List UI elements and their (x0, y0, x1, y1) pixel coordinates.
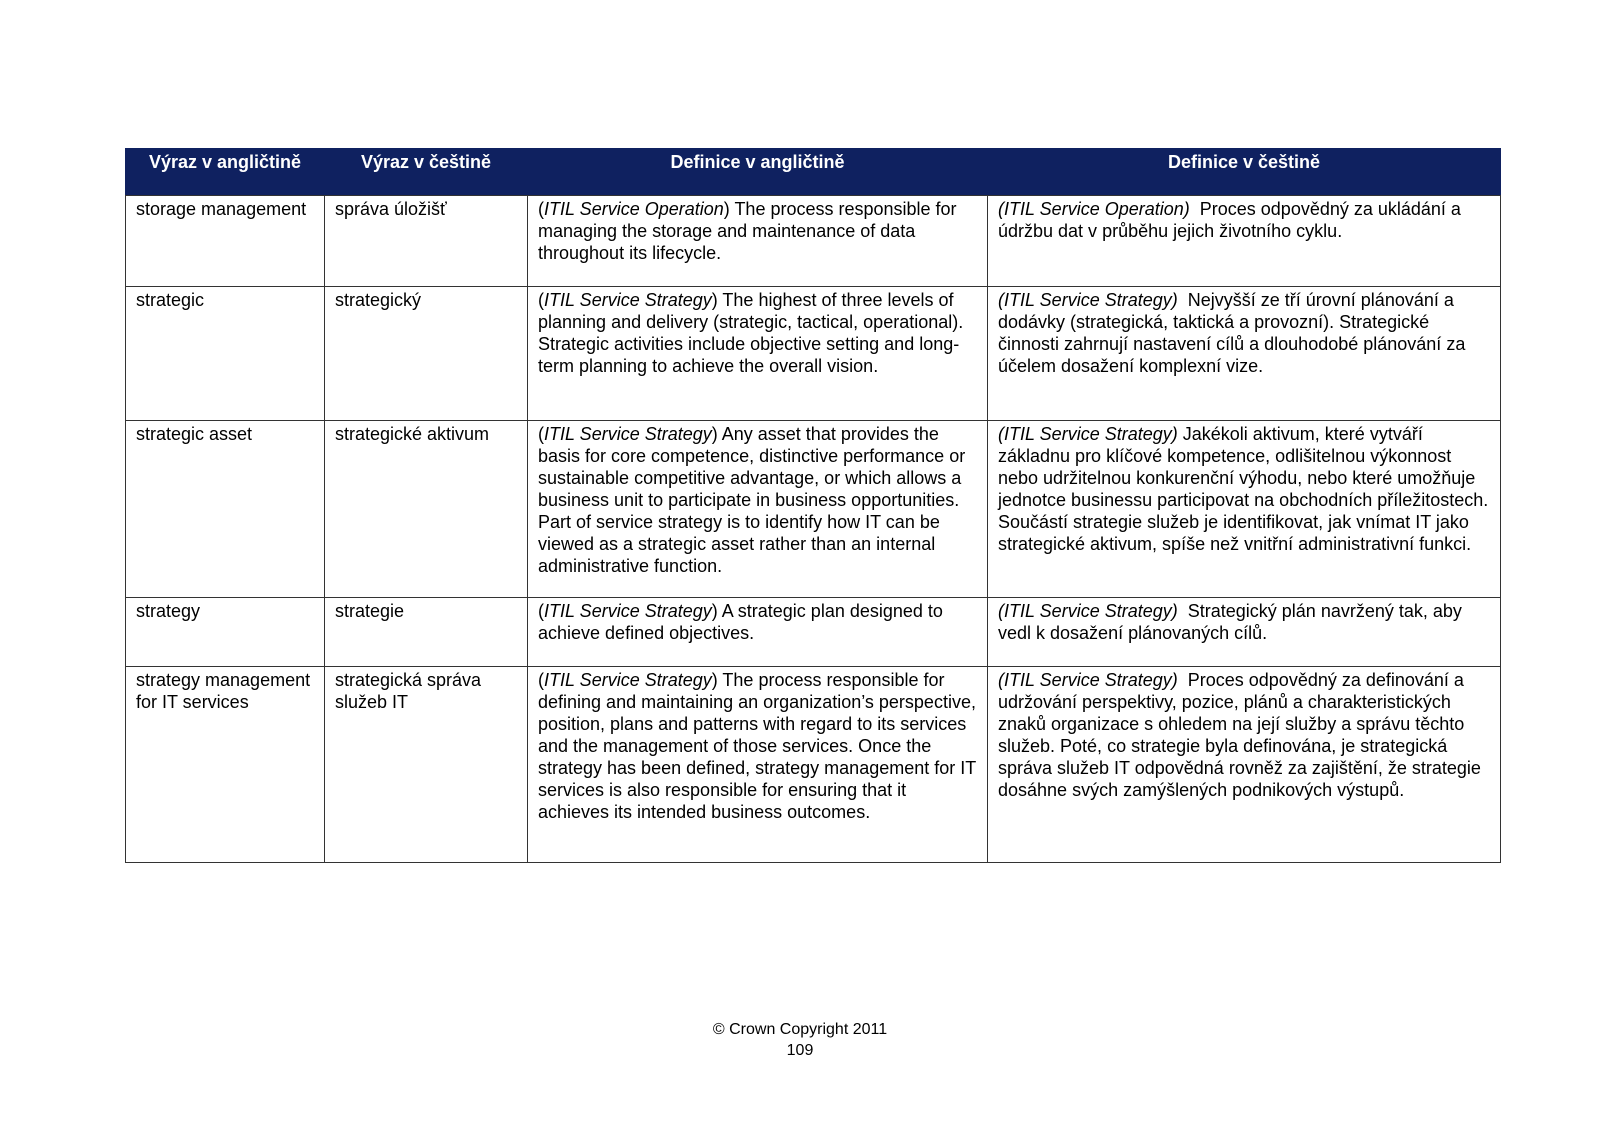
czech-definition (988, 287, 1501, 421)
english-definition: (ITIL Service Strategy) The highest of three levels of planning and delivery (strategic, tactical, operational). Strategic activities include objective setting and long-term planning to achieve the overall vision. (528, 287, 988, 421)
czech-definition-text: Strategický plán navržený tak, aby vedl k dosažení plánovaných cílů. (998, 601, 1462, 643)
glossary-table (125, 148, 1501, 863)
czech-context: (ITIL Service Strategy) (998, 670, 1178, 690)
header-english-term: Výraz v angličtině (126, 149, 325, 196)
page-number: 109 (786, 1042, 814, 1059)
english-context: ITIL Service Strategy (544, 601, 712, 621)
table-row (126, 196, 1501, 287)
czech-definition (988, 598, 1501, 667)
czech-definition-text: Proces odpovědný za ukládání a údržbu dat v průběhu jejich životního cyklu. (998, 199, 1461, 241)
czech-context: (ITIL Service Strategy) (998, 290, 1178, 310)
header-row (126, 149, 1501, 196)
english-term: storage management (126, 196, 325, 287)
english-context: ITIL Service Strategy (544, 424, 712, 444)
english-definition-text: The highest of three levels of planning and delivery (strategic, tactical, operational). Strategic activities include objective setting and long-term planning to achieve the overall vision. (538, 290, 964, 376)
english-context: ITIL Service Operation (544, 199, 724, 219)
czech-term: strategická správa služeb IT (325, 667, 528, 863)
english-context: ITIL Service Strategy (544, 670, 712, 690)
english-term: strategic (126, 287, 325, 421)
czech-definition (988, 421, 1501, 598)
copyright-notice: © Crown Copyright 2011 (712, 1021, 888, 1038)
table-header (126, 149, 1501, 196)
english-context: ITIL Service Strategy (544, 290, 712, 310)
table-row (126, 287, 1501, 421)
table-row (126, 667, 1501, 863)
czech-term: strategie (325, 598, 528, 667)
english-definition-text: Any asset that provides the basis for core competence, distinctive performance or sustainable competitive advantage, or which allows a business unit to participate in business opportunities. Part of service strategy is to identify how IT can be viewed as a strategic asset rather than an internal administrative function. (538, 424, 966, 576)
header-english-definition: Definice v angličtině (528, 149, 988, 196)
english-definition: (ITIL Service Strategy) The process responsible for defining and maintaining an organization’s perspective, position, plans and patterns with regard to its services and the management of those services. Once the strategy has been defined, strategy management for IT services is also responsible for ensuring that it achieves its intended business outcomes. (528, 667, 988, 863)
english-definition-text: The process responsible for defining and maintaining an organization’s perspective, position, plans and patterns with regard to its services and the management of those services. Once the strategy has been defined, strategy management for IT services is also responsible for ensuring that it achieves its intended business outcomes. (538, 670, 976, 822)
table-row (126, 598, 1501, 667)
czech-term: správa úložišť (325, 196, 528, 287)
czech-term: strategické aktivum (325, 421, 528, 598)
english-definition: (ITIL Service Operation) The process responsible for managing the storage and maintenance of data throughout its lifecycle. (528, 196, 988, 287)
czech-context: (ITIL Service Strategy) (998, 424, 1178, 444)
table-row (126, 421, 1501, 598)
czech-context: (ITIL Service Operation) (998, 199, 1190, 219)
czech-definition (988, 196, 1501, 287)
english-definition-text: A strategic plan designed to achieve defined objectives. (538, 601, 943, 643)
czech-term: strategický (325, 287, 528, 421)
czech-context: (ITIL Service Strategy) (998, 601, 1178, 621)
header-czech-definition: Definice v češtině (988, 149, 1501, 196)
english-term: strategy management for IT services (126, 667, 325, 863)
english-term: strategic asset (126, 421, 325, 598)
english-definition-text: The process responsible for managing the storage and maintenance of data throughout its lifecycle. (538, 199, 957, 263)
table-body (126, 196, 1501, 863)
english-definition: (ITIL Service Strategy) A strategic plan designed to achieve defined objectives. (528, 598, 988, 667)
czech-definition (988, 667, 1501, 863)
english-term: strategy (126, 598, 325, 667)
header-czech-term: Výraz v češtině (325, 149, 528, 196)
czech-definition-text: Proces odpovědný za definování a udržování perspektivy, pozice, plánů a charakteristických znaků organizace s ohledem na její služby a správu těchto služeb. Poté, co strategie byla definována, je strategická správa služeb IT odpovědná rovněž za zajištění, že strategie dosáhne svých zamýšlených podnikových výstupů. (998, 670, 1481, 800)
czech-definition-text: Nejvyšší ze tří úrovní plánování a dodávky (strategická, taktická a provozní). Strategické činnosti zahrnují nastavení cílů a dlouhodobé plánování za účelem dosažení komplexní vize. (998, 290, 1466, 376)
english-definition: (ITIL Service Strategy) Any asset that provides the basis for core competence, distinctive performance or sustainable competitive advantage, or which allows a business unit to participate in business opportunities. Part of service strategy is to identify how IT can be viewed as a strategic asset rather than an internal administrative function. (528, 421, 988, 598)
czech-definition-text: Jakékoli aktivum, které vytváří základnu pro klíčové kompetence, odlišitelnou výkonnost nebo udržitelnou konkurenční výhodu, nebo které umožňuje jednotce businessu participovat na obchodních příležitostech. Součástí strategie služeb je identifikovat, jak vnímat IT jako strategické aktivum, spíše než vnitřní administrativní funkci. (998, 424, 1489, 554)
